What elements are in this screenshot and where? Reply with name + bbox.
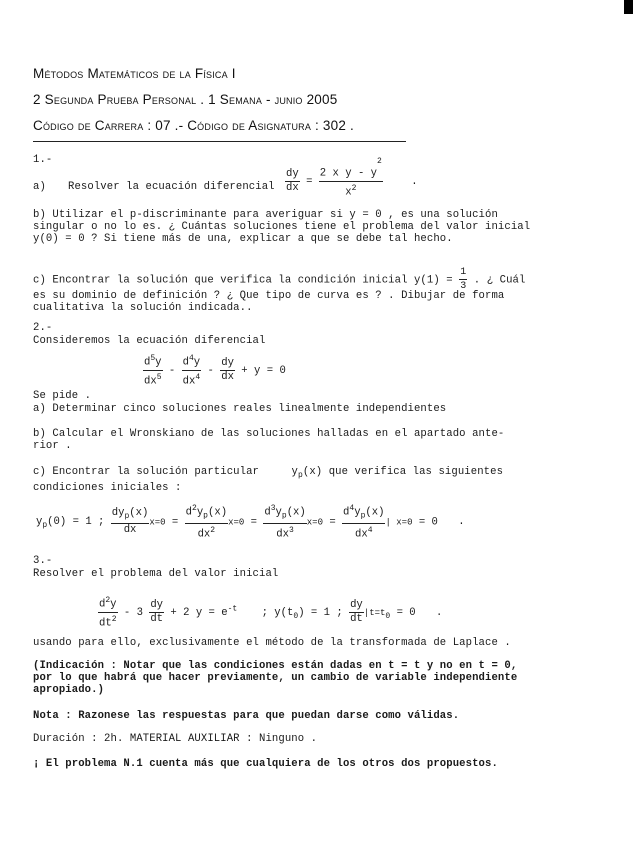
problem-1c-line3: cualitativa la solución indicada.. [33,302,253,314]
problem-2b-line2: rior . [33,440,72,452]
problem-1a-label: a) [33,181,46,193]
problema-note: ¡ El problema N.1 cuenta más que cualquiera de los otros dos propuestos. [33,758,498,770]
problem-2-intro: Consideremos la ecuación diferencial [33,335,266,347]
indicacion-line1: (Indicación : Notar que las condiciones están dadas en t = t y no en t = 0, [33,660,518,672]
equation-2: $\frac{d^5y}{dx^5}$ - $\frac{d^4y}{dx^4}$ - $\frac{dy}{dx}$ + y = 0 [144,354,286,388]
course-codes: Código de Carrera : 07 .- Código de Asignatura : 302 . [33,118,354,133]
problem-2b-line1: b) Calcular el Wronskiano de las soluciones halladas en el apartado ante- [33,428,505,440]
equation-1: $\frac{dy}{dx}$ = $\frac{2 x y - y^2}{x^2}$ . [286,157,418,199]
problem-1b-line1: b) Utilizar el p-discriminante para averiguar si y = 0 , es una solución [33,209,498,221]
problem-1c-line1: c) Encontrar la solución que verifica la condición inicial y(1) = $\frac{1}{3}$ . ¿ Cuál [33,267,526,292]
nota: Nota : Razonese las respuestas para que puedan darse como válidas. [33,710,460,722]
problem-1a-text: Resolver la ecuación diferencial [68,181,275,193]
indicacion-line2: por lo que habrá que hacer previamente, un cambio de variable independiente [33,672,518,684]
problem-3-after: usando para ello, exclusivamente el método de la transformada de Laplace . [33,637,511,649]
problem-2-number: 2.- [33,322,53,334]
problem-1b-line3: y(0) = 0 ? Si tiene más de una, explicar a que se debe tal hecho. [33,233,453,245]
problem-1b-line2: singular o no lo es. ¿ Cuántas soluciones tiene el problema del valor inicial [33,221,531,233]
exam-title: 2 Segunda Prueba Personal . 1 Semana - junio 2005 [33,92,338,107]
equation-3: $\frac{d^2y}{dt^2}$ - 3 $\frac{dy}{dt}$ + 2 $y = e^{-t}$ ; $y(t_0) = 1$ ; $\frac{dy}{dt}$ $|t=t_0 = 0$ . [99,596,443,630]
problem-2a-text: a) Determinar cinco soluciones reales linealmente independientes [33,403,447,415]
problem-2c-line2: condiciones iniciales : [33,482,182,494]
header-rule [33,141,406,142]
course-title: Métodos Matemáticos de la Física I [33,66,236,81]
duracion: Duración : 2h. MATERIAL AUXILIAR : Ninguno . [33,733,318,745]
problem-2c-line1: c) Encontrar la solución particular $y_p(x)$ que verifica las siguientes [33,466,504,481]
problem-3-intro: Resolver el problema del valor inicial [33,568,279,580]
problem-2-se-pide: Se pide . [33,390,92,402]
corner-mark [624,0,633,14]
problem-1c-line2: es su dominio de definición ? ¿ Que tipo de curva es ? . Dibujar de forma [33,290,505,302]
problem-1-number: 1.- [33,154,53,166]
problem-3-number: 3.- [33,555,53,567]
indicacion-line3: apropiado.) [33,684,105,696]
equation-2-conditions: $y_p(0) = 1$ ; $\frac{dy_p(x)}{dx}$ x=0 = $\frac{d^2y_p(x)}{dx^2}$ x=0 = $\frac{d^3y_p(x)}{dx^3}$ x=0 = $\frac{d^4y_p(x)}{dx^4}$ | x=0 = 0 . [36,504,465,541]
